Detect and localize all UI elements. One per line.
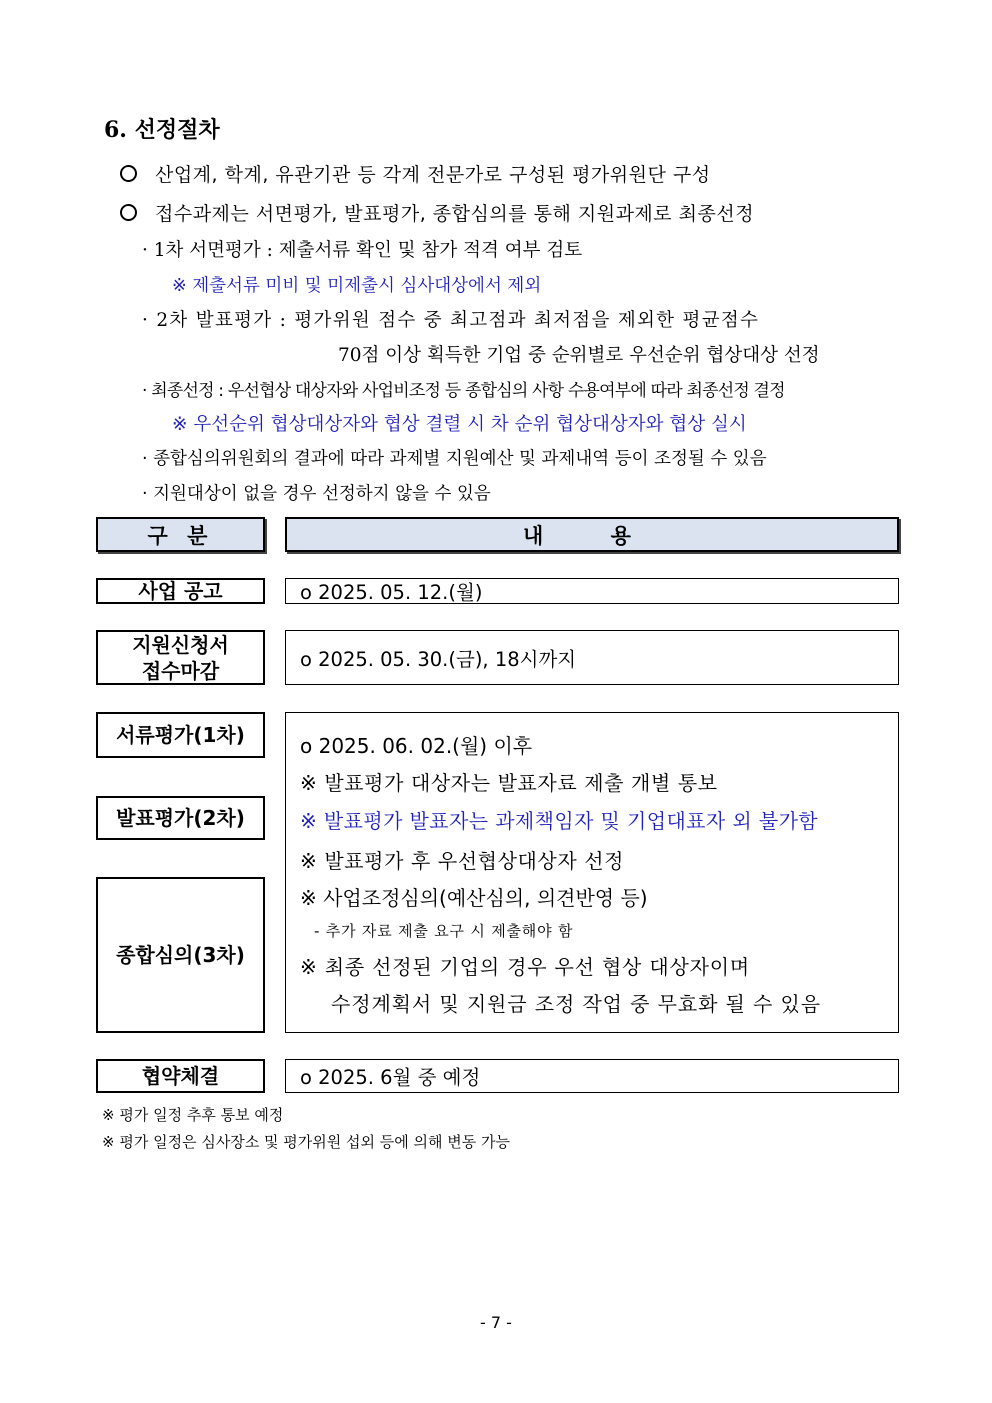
eval-line-priority: ※ 발표평가 후 우선협상대상자 선정 bbox=[300, 849, 625, 873]
final-selection-note: ※ 우선순위 협상대상자와 협상 결렬 시 차 순위 협상대상자와 협상 실시 bbox=[172, 414, 747, 435]
circle-bullet-icon bbox=[120, 165, 137, 182]
bullet-text: 산업계, 학계, 유관기관 등 각계 전문가로 구성된 평가위원단 구성 bbox=[155, 164, 711, 186]
apply-label-line-1: 지원신청서 bbox=[132, 632, 229, 657]
circle-bullet-icon bbox=[120, 204, 137, 221]
announce-label: 사업 공고 bbox=[96, 578, 265, 604]
section-title: 6. 선정절차 bbox=[104, 117, 220, 143]
eval-line-notice: ※ 발표평가 대상자는 발표자료 제출 개별 통보 bbox=[300, 771, 718, 795]
header-content: 내 용 bbox=[285, 517, 899, 552]
footnote-2: ※ 평가 일정은 심사장소 및 평가위원 섭외 등에 의해 변동 가능 bbox=[102, 1133, 511, 1151]
eval-line-final: ※ 최종 선정된 기업의 경우 우선 협상 대상자이며 bbox=[300, 955, 750, 979]
adjust-line: · 종합심의위원회의 결과에 따라 과제별 지원예산 및 과제내역 등이 조정될 수 있음 bbox=[142, 449, 767, 469]
stage1-label: 서류평가(1차) bbox=[96, 712, 265, 758]
doc-eval-line: · 1차 서면평가 : 제출서류 확인 및 참가 적격 여부 검토 bbox=[142, 240, 583, 261]
eval-line-date: o 2025. 06. 02.(월) 이후 bbox=[300, 734, 533, 758]
eval-line-presenter: ※ 발표평가 발표자는 과제책임자 및 기업대표자 외 불가함 bbox=[300, 809, 819, 833]
pres-eval-line-2: 70점 이상 획득한 기업 중 순위별로 우선순위 협상대상 선정 bbox=[338, 345, 820, 366]
bullet-selection-process bbox=[120, 199, 754, 226]
header-category: 구 분 bbox=[96, 517, 265, 552]
apply-label bbox=[96, 630, 265, 685]
page-number: - 7 - bbox=[480, 1313, 512, 1332]
no-target-line: · 지원대상이 없을 경우 선정하지 않을 수 있음 bbox=[142, 484, 491, 504]
apply-value: o 2025. 05. 30.(금), 18시까지 bbox=[285, 630, 899, 685]
announce-value: o 2025. 05. 12.(월) bbox=[285, 578, 899, 604]
contract-label: 협약체결 bbox=[96, 1059, 265, 1093]
stage2-label: 발표평가(2차) bbox=[96, 796, 265, 840]
stage3-label: 종합심의(3차) bbox=[96, 877, 265, 1033]
contract-value: o 2025. 6월 중 예정 bbox=[285, 1059, 899, 1093]
doc-eval-note: ※ 제출서류 미비 및 미제출시 심사대상에서 제외 bbox=[172, 276, 542, 296]
bullet-evaluation-committee bbox=[120, 160, 711, 187]
apply-label-line-2: 접수마감 bbox=[141, 658, 220, 683]
bullet-text: 접수과제는 서면평가, 발표평가, 종합심의를 통해 지원과제로 최종선정 bbox=[155, 203, 755, 225]
eval-line-adjustment: ※ 사업조정심의(예산심의, 의견반영 등) bbox=[300, 886, 648, 910]
final-selection-line: · 최종선정 : 우선협상 대상자와 사업비조정 등 종합심의 사항 수용여부에 따라 최종선정 결정 bbox=[142, 381, 785, 401]
eval-line-additional: - 추가 자료 제출 요구 시 제출해야 함 bbox=[314, 922, 574, 940]
pres-eval-line-1: · 2차 발표평가 : 평가위원 점수 중 최고점과 최저점을 제외한 평균점수 bbox=[142, 310, 760, 331]
footnote-1: ※ 평가 일정 추후 통보 예정 bbox=[102, 1106, 284, 1124]
eval-line-invalidation: 수정계획서 및 지원금 조정 작업 중 무효화 될 수 있음 bbox=[331, 992, 821, 1016]
